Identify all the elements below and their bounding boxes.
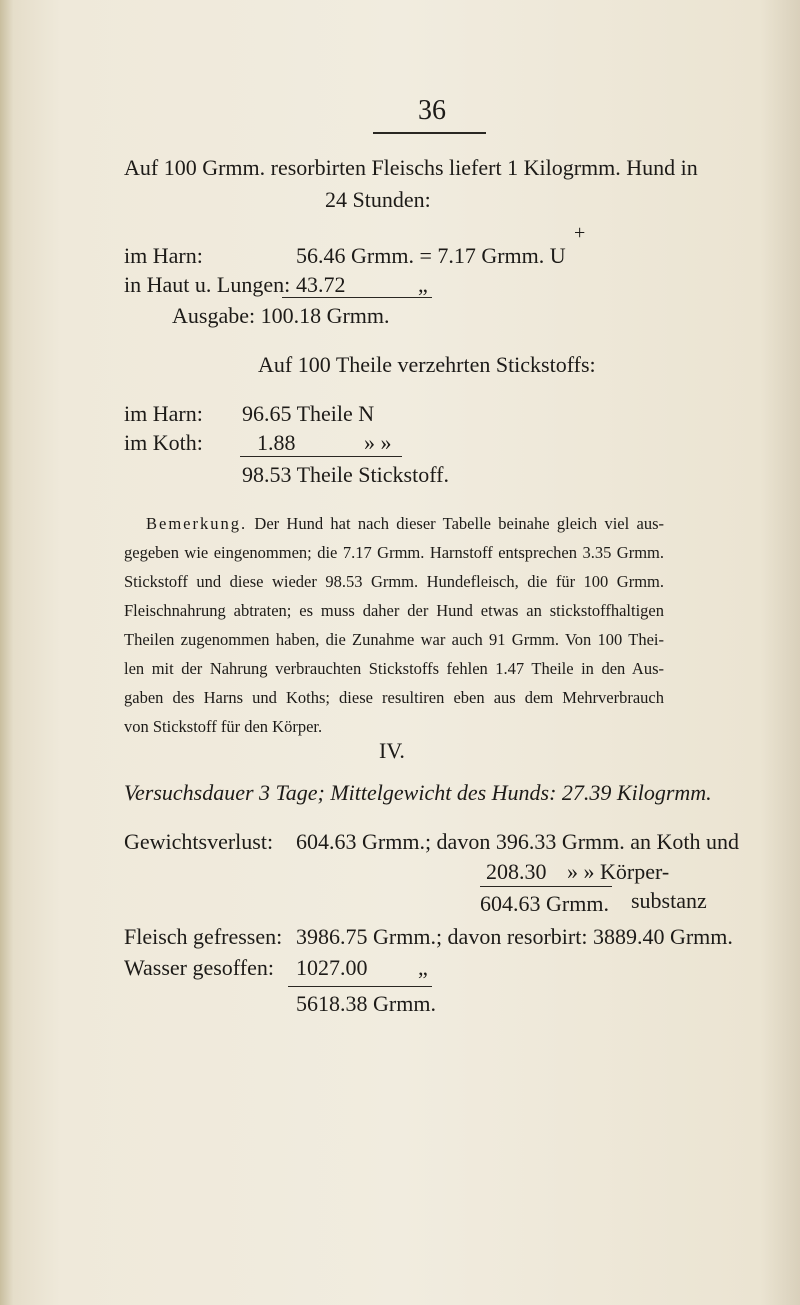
bemerkung-line-6: len mit der Nahrung verbrauchten Stickstoffs fehlen 1.47 Theile in den Aus- xyxy=(124,659,664,678)
fleisch-wasser-sum: 5618.38 Grmm. xyxy=(296,991,436,1016)
intro-line-2: 24 Stunden: xyxy=(325,187,431,212)
section-iv-subtitle: Versuchsdauer 3 Tage; Mittelgewicht des Hunds: 27.39 Kilogrmm. xyxy=(124,780,712,805)
wasser-label: Wasser gesoffen: xyxy=(124,955,274,980)
stickstoff-koth-label: im Koth: xyxy=(124,430,203,455)
bemerkung-line-7: gaben des Harns und Koths; diese resultiren eben aus dem Mehrverbrauch xyxy=(124,688,664,707)
bemerkung-line-5: Theilen zugenommen haben, die Zunahme war auch 91 Grmm. Von 100 Thei- xyxy=(124,630,664,649)
bemerkung-paragraph xyxy=(124,509,664,741)
bemerkung-line-8: von Stickstoff für den Körper. xyxy=(124,717,323,736)
koerper-ditto: » » Körper- xyxy=(567,859,670,884)
haut-label: in Haut u. Lungen: xyxy=(124,272,291,297)
ausgabe-sum-rule xyxy=(282,297,432,298)
harn-label: im Harn: xyxy=(124,243,203,268)
fleisch-label: Fleisch gefressen: xyxy=(124,924,283,949)
haut-ditto: „ xyxy=(418,272,428,297)
ausgabe-total: Ausgabe: 100.18 Grmm. xyxy=(172,303,390,328)
stickstoff-koth-ditto: » » xyxy=(364,430,392,455)
page-number-rule xyxy=(373,132,486,134)
intro-line-1: Auf 100 Grmm. resorbirten Fleischs liefert 1 Kilogrmm. Hund in xyxy=(124,155,698,180)
section-iv-numeral: IV. xyxy=(379,738,405,763)
sum-rule xyxy=(288,986,432,987)
wasser-ditto: „ xyxy=(418,955,428,980)
gewicht-sum-rule xyxy=(480,886,612,887)
substanz-word: substanz xyxy=(631,888,707,913)
haut-value: 43.72 xyxy=(296,272,346,297)
harn-value: 56.46 Grmm. = 7.17 Grmm. U xyxy=(296,243,566,268)
koerper-value: 208.30 xyxy=(486,859,547,884)
bemerkung-line-1: Bemerkung. Der Hund hat nach dieser Tabelle beinahe gleich viel aus- xyxy=(146,514,664,533)
stickstoff-total: 98.53 Theile Stickstoff. xyxy=(242,462,449,487)
wasser-value: 1027.00 xyxy=(296,955,368,980)
stickstoff-harn-value: 96.65 Theile N xyxy=(242,401,375,426)
stickstoff-koth-value: 1.88 xyxy=(257,430,296,455)
plus-sign: + xyxy=(574,222,586,244)
stickstoff-heading: Auf 100 Theile verzehrten Stickstoffs: xyxy=(258,352,596,377)
stickstoff-sum-rule xyxy=(240,456,402,457)
bemerkung-line-2: gegeben wie eingenommen; die 7.17 Grmm. Harnstoff entsprechen 3.35 Grmm. xyxy=(124,543,664,562)
fleisch-value: 3986.75 Grmm.; davon resorbirt: 3889.40 Grmm. xyxy=(296,924,733,949)
gewichtsverlust-label: Gewichtsverlust: xyxy=(124,829,274,854)
page-spine-shadow xyxy=(0,0,14,1305)
bemerkung-label: Bemerkung. xyxy=(146,514,248,533)
page-number: 36 xyxy=(418,95,446,126)
gewichtsverlust-value: 604.63 Grmm.; davon 396.33 Grmm. an Koth und xyxy=(296,829,740,854)
bemerkung-line-4: Fleischnahrung abtraten; es muss daher der Hund etwas an stickstoffhaltigen xyxy=(124,601,664,620)
gewichtsverlust-total: 604.63 Grmm. xyxy=(480,891,609,916)
stickstoff-harn-label: im Harn: xyxy=(124,401,203,426)
bemerkung-line-3: Stickstoff und diese wieder 98.53 Grmm. Hundefleisch, die für 100 Grmm. xyxy=(124,572,664,591)
